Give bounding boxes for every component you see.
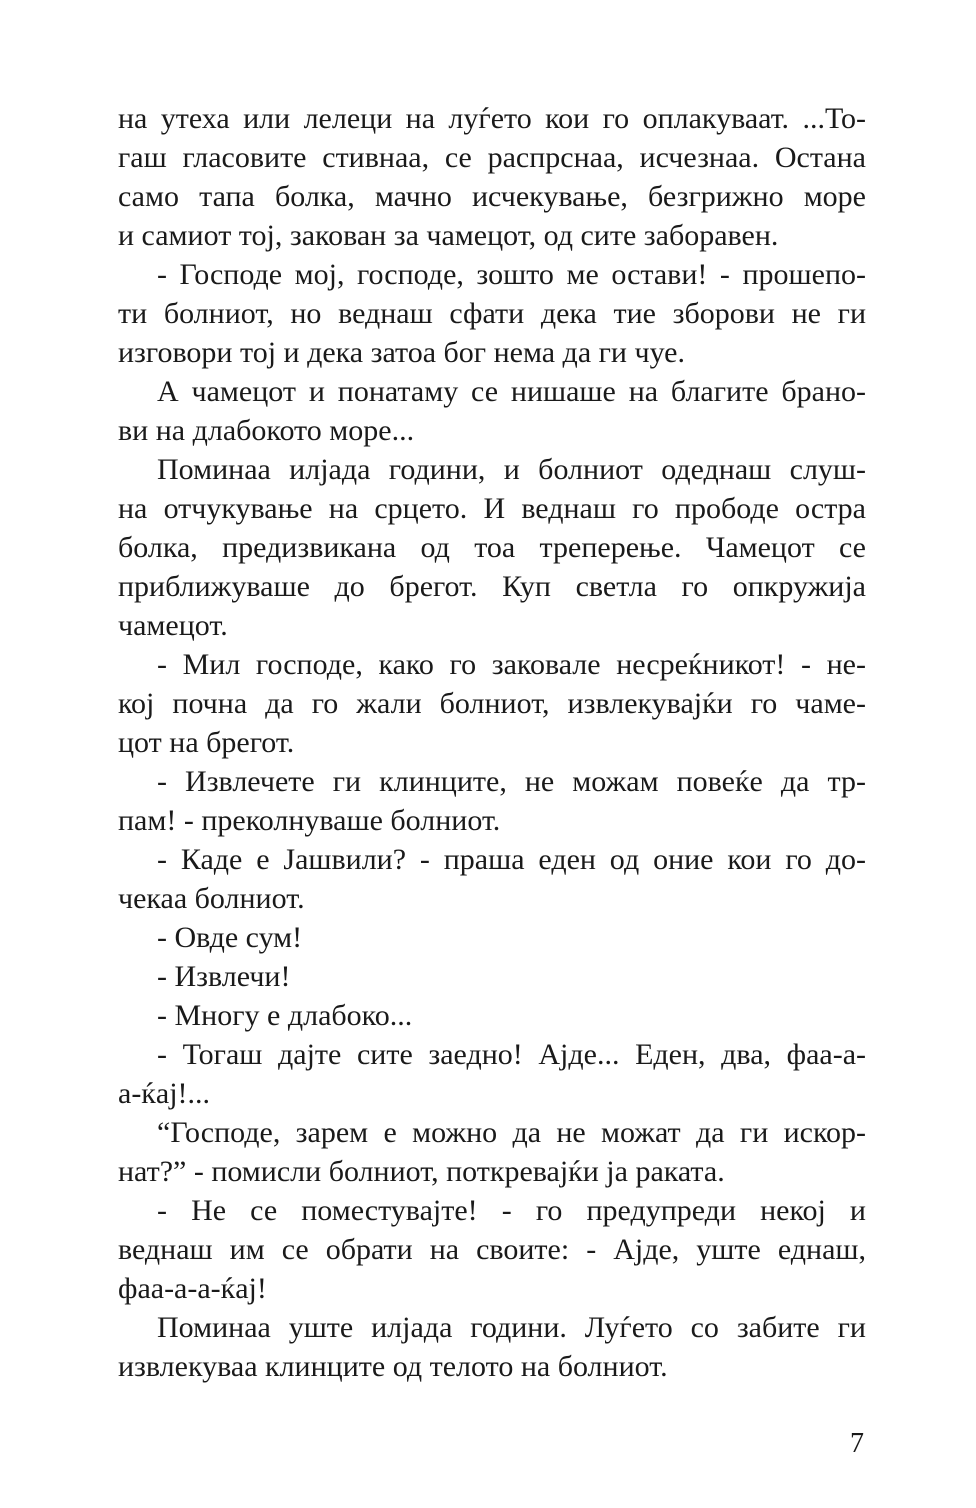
page-body [118,99,866,1386]
text-line: - Каде е Јашвили? - праша еден од оние кои го до- [157,843,866,876]
text-line: веднаш им се обрати на своите: - Ајде, уште еднаш, [118,1233,866,1266]
text-line: и самиот тој, закован за чамецот, од сите заборавен. [118,219,779,252]
text-line: Поминаа илјада години, и болниот одеднаш слуш- [157,453,866,486]
text-line: “Господе, зарем е можно да не можат да ги искор- [157,1116,866,1149]
text-line: цот на брегот. [118,726,295,759]
text-line: само тапа болка, мачно исчекување, безгрижно море [118,180,866,213]
text-line: на отчукување на срцето. И веднаш го прободе остра [118,492,866,525]
text-line: - Тогаш дајте сите заедно! Ајде... Еден, два, фаа-а- [157,1038,866,1071]
text-line: извлекуваа клинците од телото на болниот. [118,1350,668,1383]
page-number: 7 [850,1428,864,1459]
text-line: кој почна да го жали болниот, извлекувајќи го чаме- [118,687,866,720]
text-line: - Извлечете ги клинците, не можам повеќе да тр- [157,765,866,798]
text-line: Поминаа уште илјада години. Луѓето со забите ги [157,1311,866,1344]
text-line: - Мил господе, како го заковале несреќникот! - не- [157,648,866,681]
text-line: ти болниот, но веднаш сфати дека тие зборови не ги [118,297,866,330]
text-line: изговори тој и дека затоа бог нема да ги чуе. [118,336,685,369]
text-line: - Господе мој, господе, зошто ме остави! - прошепо- [157,258,866,291]
text-line: - Не се поместувајте! - го предупреди некој и [157,1194,866,1227]
text-line: - Овде сум! [157,921,303,954]
text-line: болка, предизвикана од тоа треперење. Чамецот се [118,531,866,564]
text-line: чамецот. [118,609,228,642]
text-line: фаа-а-а-ќај! [118,1272,267,1305]
text-line: гаш гласовите стивнаа, се распрснаа, исчезнаа. Остана [118,141,866,174]
text-line: - Многу е длабоко... [157,999,413,1032]
text-line: на утеха или лелеци на луѓето кои го оплакуваат. ...То- [118,102,866,135]
text-line: приближуваше до брегот. Куп светла го опкружија [118,570,866,603]
text-line: а-ќај!... [118,1077,211,1110]
text-line: чекаа болниот. [118,882,305,915]
text-line: ви на длабокото море... [118,414,415,447]
text-line: - Извлечи! [157,960,291,993]
text-line: пам! - преколнуваше болниот. [118,804,501,837]
text-line: А чамецот и понатаму се нишаше на благите брано- [157,375,866,408]
text-line: нат?” - помисли болниот, поткревајќи ја раката. [118,1155,725,1188]
